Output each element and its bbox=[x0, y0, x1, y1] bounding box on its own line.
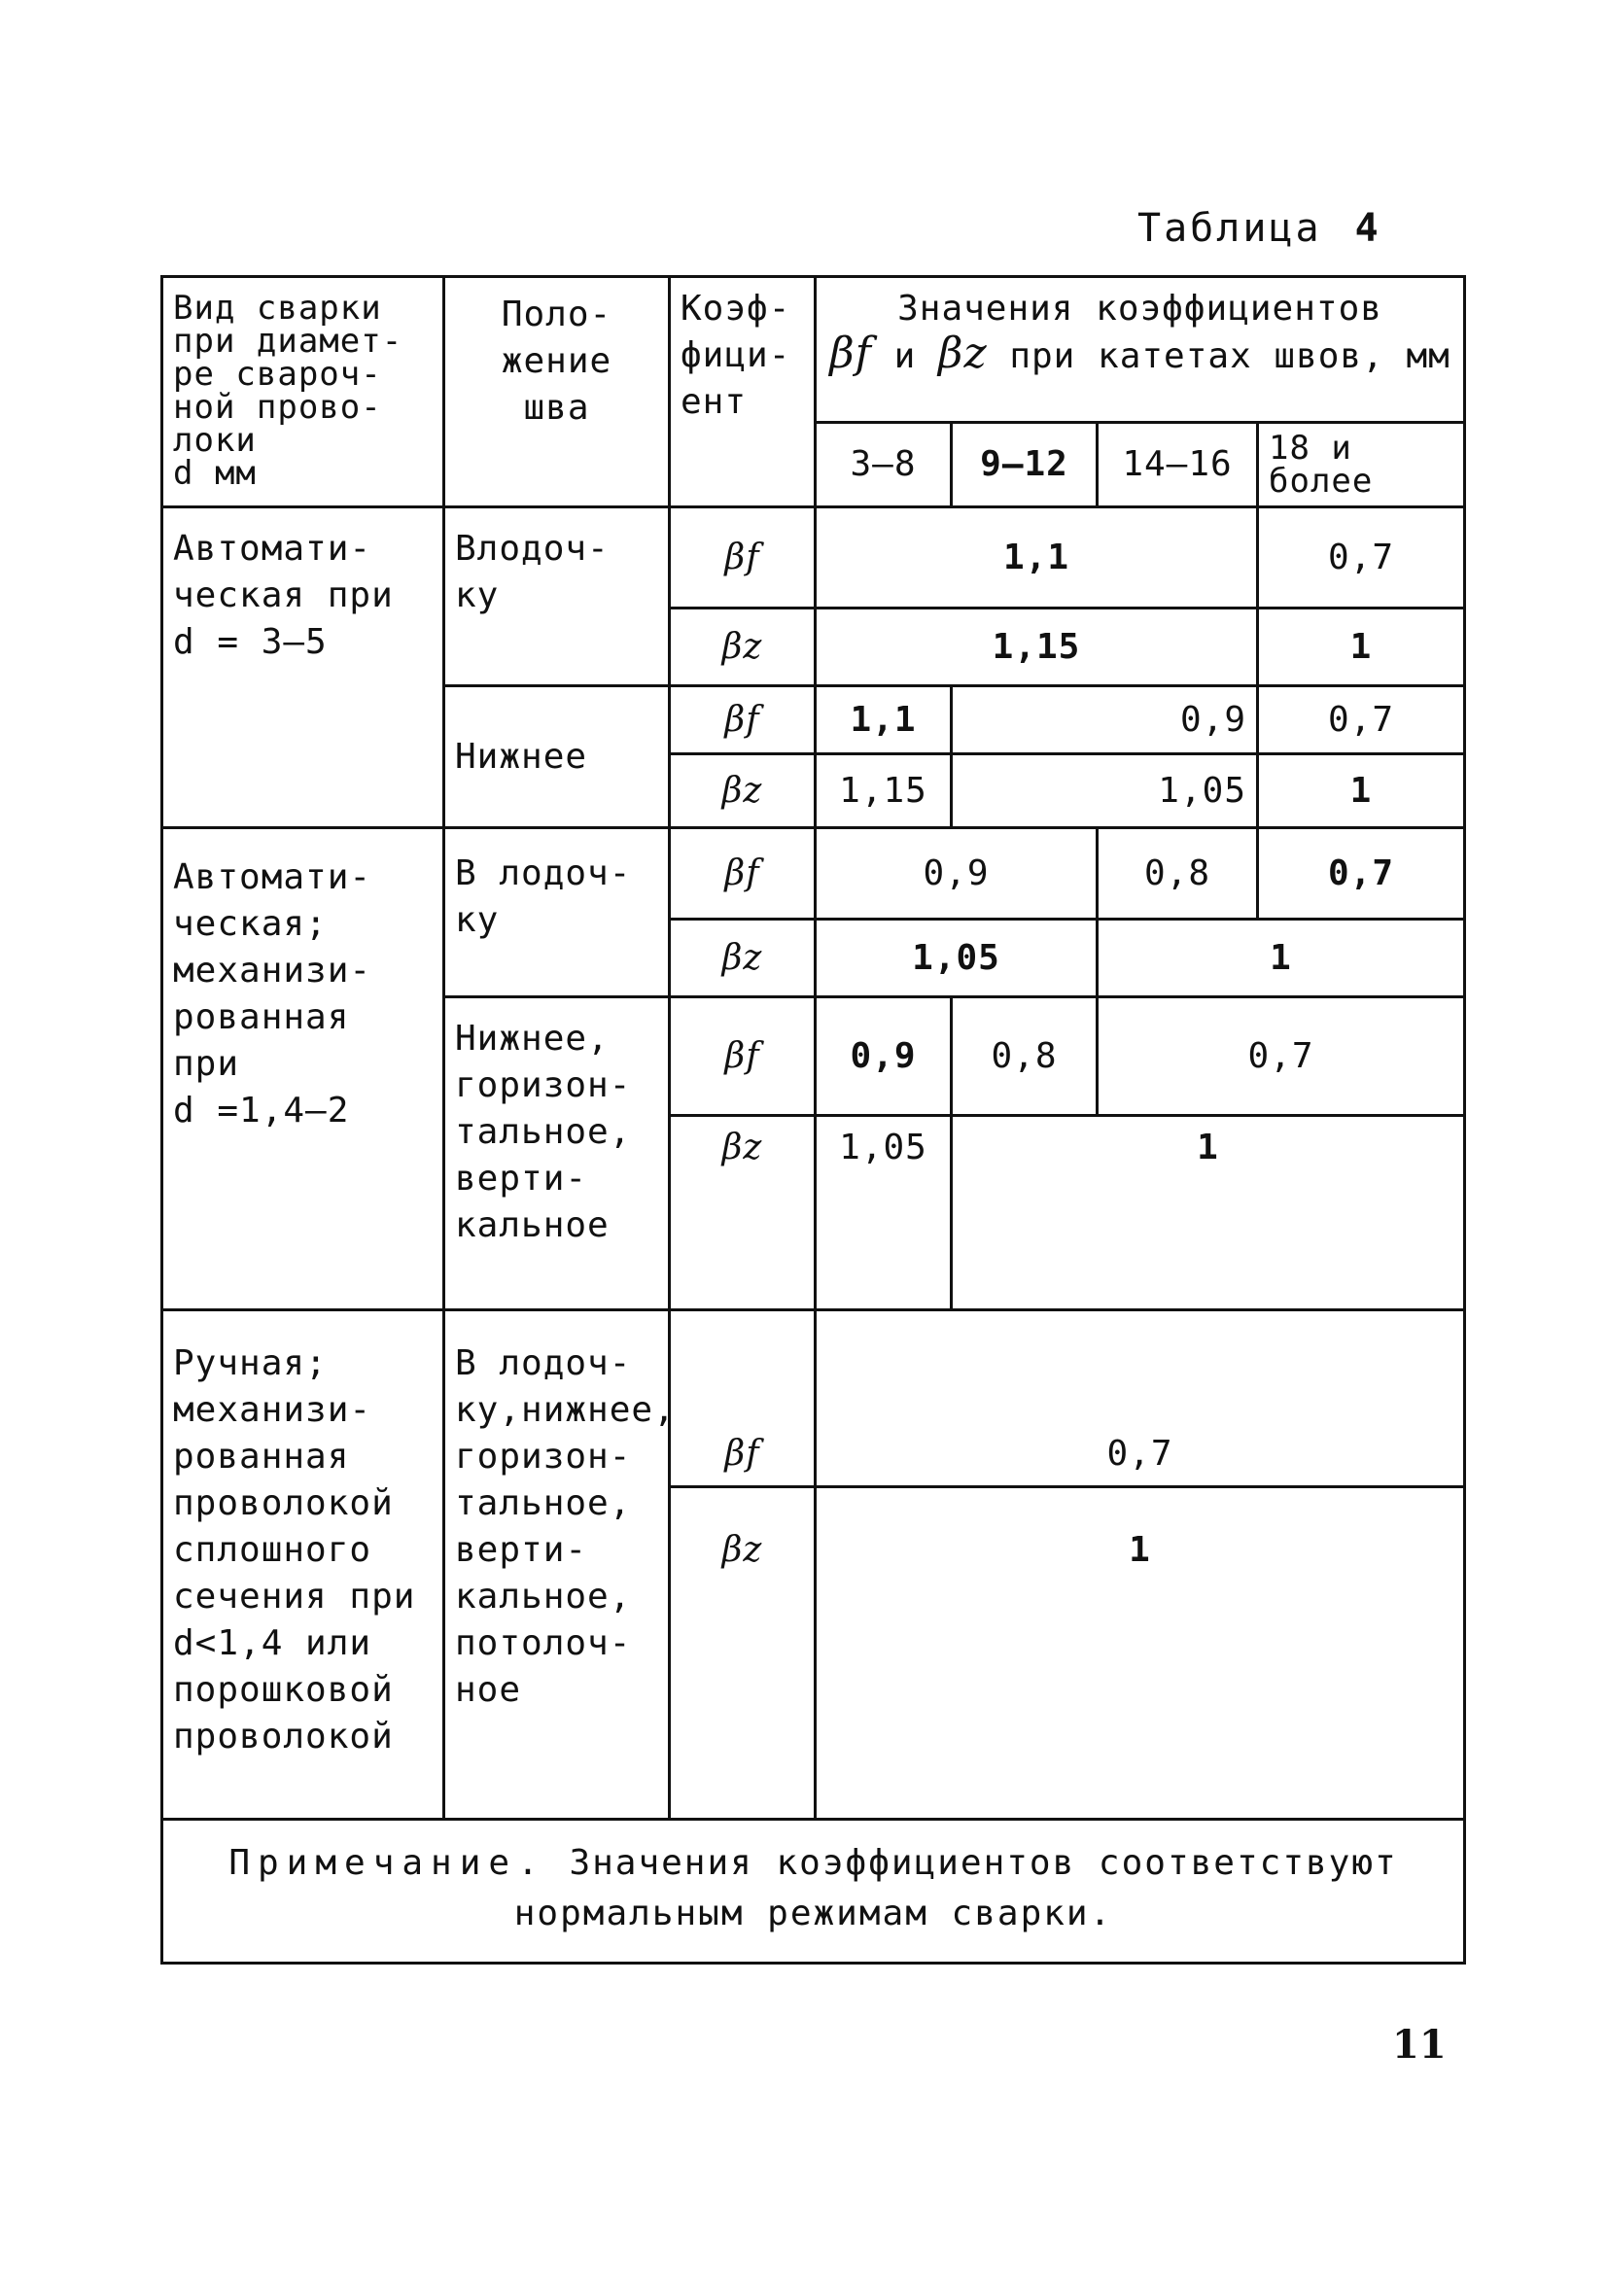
coefficients-table bbox=[160, 275, 1466, 1965]
seam-position-1-2: Нижнее bbox=[444, 686, 670, 828]
leg-range-3: 14–16 bbox=[1098, 423, 1258, 507]
leg-range-4: 18 и более bbox=[1258, 423, 1465, 507]
value-cell: 0,7 bbox=[1258, 828, 1465, 920]
value-cell: 1 bbox=[952, 1116, 1465, 1310]
seam-position-2-1: В лодоч- ку bbox=[444, 828, 670, 997]
coef-beta-f: βf bbox=[670, 686, 816, 754]
seam-position-1-1: Влодоч- ку bbox=[444, 507, 670, 686]
value-cell: 0,7 bbox=[1098, 997, 1465, 1116]
header-values-line2 bbox=[826, 329, 1453, 378]
coef-beta-f: βf bbox=[670, 828, 816, 920]
weld-type-3: Ручная; механизи- рованная проволокой сплошного сечения при d<1,4 или порошковой проволокой bbox=[162, 1310, 444, 1820]
header-values-title bbox=[816, 277, 1465, 423]
value-cell: 0,8 bbox=[952, 997, 1098, 1116]
page-number: 11 bbox=[1392, 2022, 1447, 2068]
value-cell: 1,15 bbox=[816, 754, 952, 828]
value-cell: 0,9 bbox=[952, 686, 1258, 754]
header-row-1 bbox=[162, 277, 1465, 423]
value-cell: 0,8 bbox=[1098, 828, 1258, 920]
header-weld-type: Вид сварки при диамет- ре свароч- ной прово- локи d мм bbox=[162, 277, 444, 507]
header-beta-f: βf bbox=[829, 329, 872, 378]
value-cell: 1,05 bbox=[816, 920, 1098, 997]
table-row bbox=[162, 1310, 1465, 1487]
note-text: Значения коэффициентов соответствуют нормальным режимам сварки. bbox=[513, 1843, 1398, 1933]
value-cell: 0,7 bbox=[1258, 507, 1465, 609]
value-cell: 1,05 bbox=[816, 1116, 952, 1310]
table-caption-number: 4 bbox=[1354, 206, 1381, 251]
weld-type-2: Автомати- ческая; механизи- рованная при d =1,4–2 bbox=[162, 828, 444, 1310]
value-cell: 1,05 bbox=[952, 754, 1258, 828]
coef-beta-z: βz bbox=[670, 920, 816, 997]
header-values-line3: при катетах швов, мм bbox=[1009, 336, 1450, 376]
leg-range-1: 3–8 bbox=[816, 423, 952, 507]
coef-beta-f: βf bbox=[670, 997, 816, 1116]
value-cell: 1 bbox=[1258, 609, 1465, 686]
value-cell: 0,7 bbox=[816, 1310, 1465, 1487]
coef-beta-f: βf bbox=[670, 507, 816, 609]
coef-beta-z: βz bbox=[670, 1116, 816, 1310]
header-seam-position: Поло- жение шва bbox=[444, 277, 670, 507]
value-cell: 1 bbox=[816, 1487, 1465, 1820]
value-cell: 0,9 bbox=[816, 828, 1098, 920]
header-and: и bbox=[893, 336, 917, 376]
value-cell: 0,7 bbox=[1258, 686, 1465, 754]
header-values-line1: Значения коэффициентов bbox=[897, 289, 1382, 329]
table-caption bbox=[1137, 206, 1381, 251]
header-coefficient: Коэф- фици- ент bbox=[670, 277, 816, 507]
table-row bbox=[162, 507, 1465, 609]
table-caption-label: Таблица bbox=[1137, 206, 1322, 251]
coef-beta-z: βz bbox=[670, 1487, 816, 1820]
table-row bbox=[162, 828, 1465, 920]
coef-beta-f: βf bbox=[670, 1310, 816, 1487]
note-row bbox=[162, 1820, 1465, 1964]
seam-position-3-1: В лодоч- ку,нижнее, горизон- тальное, верти- кальное, потолоч- ное bbox=[444, 1310, 670, 1820]
leg-range-2: 9–12 bbox=[952, 423, 1098, 507]
value-cell: 1,1 bbox=[816, 507, 1258, 609]
coef-beta-z: βz bbox=[670, 754, 816, 828]
note-cell bbox=[162, 1820, 1465, 1964]
coef-beta-z: βz bbox=[670, 609, 816, 686]
seam-position-2-2: Нижнее, горизон- тальное, верти- кальное bbox=[444, 997, 670, 1310]
weld-type-1: Автомати- ческая при d = 3–5 bbox=[162, 507, 444, 828]
value-cell: 0,9 bbox=[816, 997, 952, 1116]
note-label: Примечание. bbox=[228, 1843, 546, 1883]
value-cell: 1,15 bbox=[816, 609, 1258, 686]
value-cell: 1 bbox=[1258, 754, 1465, 828]
value-cell: 1,1 bbox=[816, 686, 952, 754]
value-cell: 1 bbox=[1098, 920, 1465, 997]
header-beta-z: βz bbox=[938, 329, 988, 378]
